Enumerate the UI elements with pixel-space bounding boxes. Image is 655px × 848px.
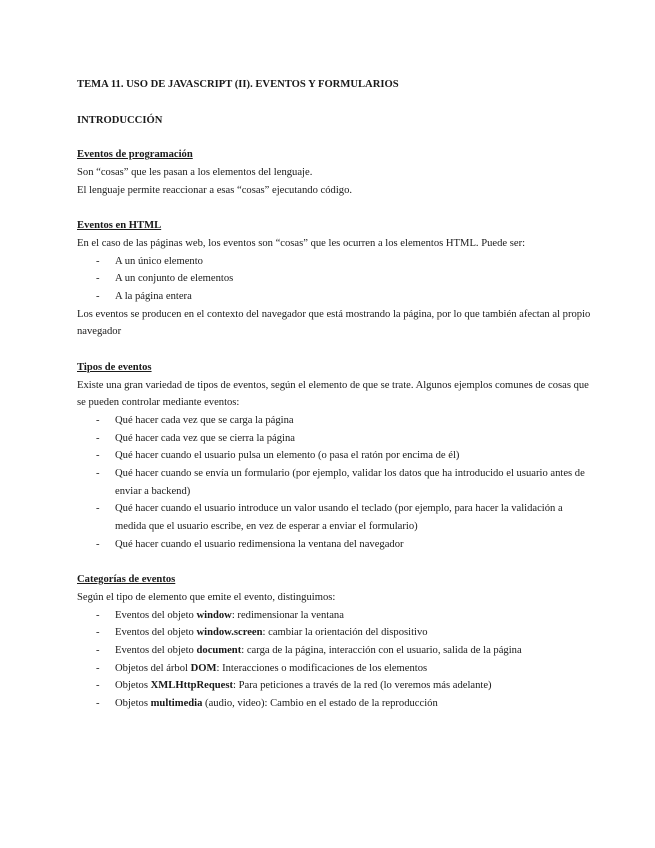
bullet-dash: - <box>96 273 100 285</box>
bullet-dash: - <box>96 255 100 267</box>
heading-eventos-html: Eventos en HTML <box>77 220 162 232</box>
heading-categorias-eventos: Categorías de eventos <box>77 574 176 586</box>
list-eventos-html <box>77 253 595 306</box>
item-keyword: window.screen <box>196 627 263 639</box>
item-pre: Objetos <box>115 698 151 710</box>
list-item <box>77 288 595 306</box>
paragraph-line: Son “cosas” que les pasan a los elementos del lenguaje. <box>77 167 313 179</box>
list-item <box>77 253 595 271</box>
item-pre: Eventos del objeto <box>115 627 197 639</box>
bullet-dash: - <box>96 662 100 674</box>
item-post: : redimensionar la ventana <box>231 609 344 621</box>
bullet-dash: - <box>96 645 100 657</box>
item-keyword: document <box>196 645 242 657</box>
list-item <box>77 642 595 660</box>
list-item-text: Qué hacer cada vez que se cierra la página <box>115 432 295 444</box>
bullet-dash: - <box>96 468 100 480</box>
item-post: : cambiar la orientación del dispositivo <box>262 627 428 639</box>
item-pre: Eventos del objeto <box>115 645 197 657</box>
list-item <box>77 660 595 678</box>
list-item-text: Qué hacer cuando el usuario pulsa un elemento (o pasa el ratón por encima de él) <box>115 450 460 462</box>
heading-tipos-eventos: Tipos de eventos <box>77 361 152 373</box>
item-pre: Eventos del objeto <box>115 609 197 621</box>
bullet-dash: - <box>96 450 100 462</box>
list-item-text: Qué hacer cada vez que se carga la página <box>115 414 294 426</box>
bullet-dash: - <box>96 680 100 692</box>
paragraph-intro: Según el tipo de elemento que emite el evento, distinguimos: <box>77 591 336 603</box>
paragraph-outro: Los eventos se producen en el contexto del navegador que está mostrando la página, por lo que también afectan al propio navegador <box>77 308 591 338</box>
bullet-dash: - <box>96 698 100 710</box>
list-item <box>77 270 595 288</box>
list-item <box>77 607 595 625</box>
intro-section-title: INTRODUCCIÓN <box>77 114 163 126</box>
list-item <box>77 412 595 430</box>
list-item <box>77 465 595 500</box>
item-post: (audio, video): Cambio en el estado de la reproducción <box>202 698 438 710</box>
list-tipos-eventos <box>77 412 595 554</box>
item-post: : carga de la página, interacción con el usuario, salida de la página <box>241 645 522 657</box>
item-post: : Para peticiones a través de la red (lo veremos más adelante) <box>233 680 492 692</box>
bullet-dash: - <box>96 503 100 515</box>
section-eventos-programacion <box>77 146 595 199</box>
item-post: : Interacciones o modificaciones de los elementos <box>216 662 428 674</box>
list-item-text: Qué hacer cuando el usuario redimensiona la ventana del navegador <box>115 538 404 550</box>
item-pre: Objetos del árbol <box>115 662 191 674</box>
list-item <box>77 430 595 448</box>
section-tipos-eventos <box>77 359 595 554</box>
bullet-dash: - <box>96 291 100 303</box>
bullet-dash: - <box>96 609 100 621</box>
list-item-text: Qué hacer cuando el usuario introduce un valor usando el teclado (por ejemplo, para hacer la validación a medida que el usuario escribe, en vez de esperar a enviar el formulario) <box>115 503 563 533</box>
item-keyword: window <box>196 609 232 621</box>
list-item-text: A un único elemento <box>115 255 203 267</box>
paragraph-intro: Existe una gran variedad de tipos de eventos, según el elemento de que se trate. Algunos ejemplos comunes de cosas que se pueden controlar mediante eventos: <box>77 379 589 409</box>
list-item-text: A un conjunto de elementos <box>115 273 234 285</box>
item-keyword: multimedia <box>150 698 203 710</box>
list-item-text: A la página entera <box>115 291 192 303</box>
bullet-dash: - <box>96 414 100 426</box>
item-keyword: DOM <box>190 662 217 674</box>
paragraph-line: El lenguaje permite reaccionar a esas “cosas” ejecutando código. <box>77 184 353 196</box>
bullet-dash: - <box>96 627 100 639</box>
list-item <box>77 500 595 535</box>
item-pre: Objetos <box>115 680 151 692</box>
item-keyword: XMLHttpRequest <box>150 680 234 692</box>
heading-eventos-programacion: Eventos de programación <box>77 149 193 161</box>
list-item <box>77 695 595 713</box>
paragraph-intro: En el caso de las páginas web, los eventos son “cosas” que les ocurren a los elementos HTML. Puede ser: <box>77 237 526 249</box>
list-item-text: Qué hacer cuando se envía un formulario (por ejemplo, validar los datos que ha introducido el usuario antes de enviar a backend) <box>115 468 585 497</box>
section-categorias-eventos <box>77 571 595 713</box>
list-item <box>77 536 595 554</box>
list-categorias-eventos <box>77 607 595 713</box>
list-item <box>77 624 595 642</box>
bullet-dash: - <box>96 538 100 550</box>
bullet-dash: - <box>96 432 100 444</box>
document-title: TEMA 11. USO DE JAVASCRIPT (II). EVENTOS Y FORMULARIOS <box>77 79 399 90</box>
section-eventos-html <box>77 217 595 341</box>
list-item <box>77 447 595 465</box>
list-item <box>77 677 595 695</box>
